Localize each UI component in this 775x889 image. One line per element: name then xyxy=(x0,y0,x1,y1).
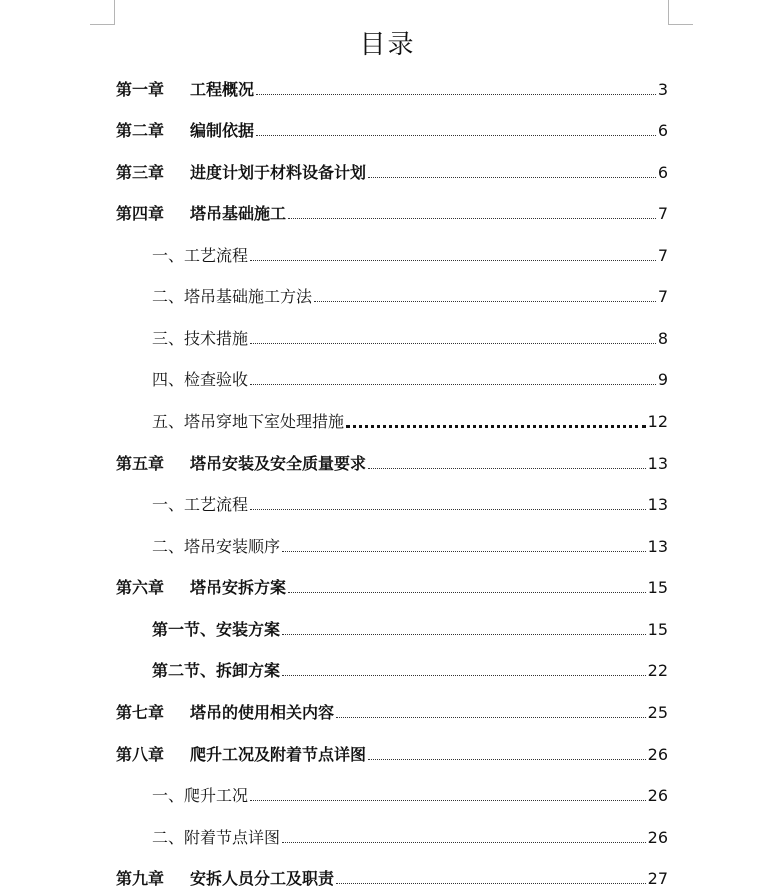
toc-entry-title: 四、检查验收 xyxy=(152,370,249,389)
toc-page-number: 13 xyxy=(647,495,668,514)
toc-title: 目录 xyxy=(359,30,416,60)
toc-chapter-number: 第六章 xyxy=(116,578,165,597)
toc-entry-title: 第一节、安装方案 xyxy=(152,620,281,639)
toc-entry-title: 一、工艺流程 xyxy=(152,495,249,514)
toc-entry-title: 安拆人员分工及职责 xyxy=(190,869,335,888)
toc-chapter-number: 第一章 xyxy=(116,80,165,99)
toc-entry-title: 编制依据 xyxy=(190,121,255,140)
toc-entry-section[interactable] xyxy=(152,281,668,307)
toc-chapter-number: 第二章 xyxy=(116,121,165,140)
toc-entry-chapter-2[interactable] xyxy=(116,115,668,141)
toc-dot-leader xyxy=(314,300,656,302)
toc-entry-title: 塔吊的使用相关内容 xyxy=(190,703,335,722)
toc-chapter-number: 第七章 xyxy=(116,703,165,722)
toc-page-number: 6 xyxy=(657,121,668,140)
toc-entry-section[interactable] xyxy=(152,655,668,681)
toc-dot-leader xyxy=(336,882,646,884)
toc-entry-title: 第二节、拆卸方案 xyxy=(152,661,281,680)
toc-page-number: 26 xyxy=(647,786,668,805)
toc-chapter-number: 第三章 xyxy=(116,163,165,182)
toc-dot-leader xyxy=(250,342,656,344)
toc-dot-leader xyxy=(256,134,656,136)
toc-dot-leader xyxy=(250,259,656,261)
toc-page-number: 26 xyxy=(647,828,668,847)
toc-entry-section[interactable] xyxy=(152,489,668,515)
toc-entry-chapter-6[interactable] xyxy=(116,572,668,598)
toc-entry-title: 一、爬升工况 xyxy=(152,786,249,805)
toc-page-number: 12 xyxy=(647,412,668,431)
toc-entry-section[interactable] xyxy=(152,822,668,848)
toc-entry-section[interactable] xyxy=(152,364,668,390)
toc-entry-title: 一、工艺流程 xyxy=(152,246,249,265)
toc-entry-section[interactable] xyxy=(152,240,668,266)
toc-page-number: 6 xyxy=(657,163,668,182)
toc-page-number: 22 xyxy=(647,661,668,680)
toc-entry-chapter-1[interactable] xyxy=(116,74,668,100)
toc-entry-title: 进度计划于材料设备计划 xyxy=(190,163,367,182)
toc-page-number: 7 xyxy=(657,246,668,265)
toc-dot-leader xyxy=(288,591,646,593)
toc-entry-section[interactable] xyxy=(152,406,668,432)
toc-entry-title: 二、附着节点详图 xyxy=(152,828,281,847)
toc-dot-leader xyxy=(250,799,646,801)
toc-page-number: 7 xyxy=(657,204,668,223)
toc-page-number: 13 xyxy=(647,537,668,556)
toc-dot-leader xyxy=(282,841,646,843)
toc-dot-leader xyxy=(256,93,656,95)
toc-dot-leader xyxy=(282,550,646,552)
toc-entry-chapter-8[interactable] xyxy=(116,739,668,765)
toc-page-number: 25 xyxy=(647,703,668,722)
toc-dot-leader xyxy=(250,508,646,510)
toc-page-number: 26 xyxy=(647,745,668,764)
toc-entry-title: 五、塔吊穿地下室处理措施 xyxy=(152,412,345,431)
toc-chapter-number: 第四章 xyxy=(116,204,165,223)
toc-entry-chapter-7[interactable] xyxy=(116,697,668,723)
toc-entry-title: 塔吊安装及安全质量要求 xyxy=(190,454,367,473)
toc-entry-section[interactable] xyxy=(152,614,668,640)
toc-page-number: 3 xyxy=(657,80,668,99)
toc-entry-title: 三、技术措施 xyxy=(152,329,249,348)
toc-page-number: 7 xyxy=(657,287,668,306)
toc-dot-leader xyxy=(282,674,646,676)
page-corner-mark-top-left xyxy=(90,0,115,25)
toc-chapter-number: 第九章 xyxy=(116,869,165,888)
toc-entry-title: 塔吊基础施工 xyxy=(190,204,287,223)
toc-entry-section[interactable] xyxy=(152,323,668,349)
toc-entry-chapter-5[interactable] xyxy=(116,448,668,474)
toc-entry-title: 二、塔吊基础施工方法 xyxy=(152,287,313,306)
toc-page-number: 8 xyxy=(657,329,668,348)
toc-entry-title: 工程概况 xyxy=(190,80,255,99)
toc-entry-chapter-4[interactable] xyxy=(116,198,668,224)
toc-page-number: 27 xyxy=(647,869,668,888)
toc-dot-leader xyxy=(368,758,646,760)
toc-dot-leader xyxy=(288,217,656,219)
toc-entry-section[interactable] xyxy=(152,780,668,806)
toc-entry-section[interactable] xyxy=(152,531,668,557)
toc-chapter-number: 第八章 xyxy=(116,745,165,764)
toc-chapter-number: 第五章 xyxy=(116,454,165,473)
toc-page-number: 15 xyxy=(647,620,668,639)
toc-page-number: 15 xyxy=(647,578,668,597)
toc-entry-title: 二、塔吊安装顺序 xyxy=(152,537,281,556)
toc-page-number: 13 xyxy=(647,454,668,473)
toc-entry-chapter-3[interactable] xyxy=(116,157,668,183)
toc-page-number: 9 xyxy=(657,370,668,389)
toc-dot-leader xyxy=(368,176,656,178)
toc-entry-title: 塔吊安拆方案 xyxy=(190,578,287,597)
page-corner-mark-top-right xyxy=(668,0,693,25)
toc-entry-chapter-9[interactable] xyxy=(116,863,668,889)
toc-dot-leader xyxy=(250,383,656,385)
toc-dot-leader xyxy=(346,424,646,428)
toc-entry-title: 爬升工况及附着节点详图 xyxy=(190,745,367,764)
toc-dot-leader xyxy=(336,716,646,718)
toc-dot-leader xyxy=(282,633,646,635)
toc-dot-leader xyxy=(368,467,646,469)
